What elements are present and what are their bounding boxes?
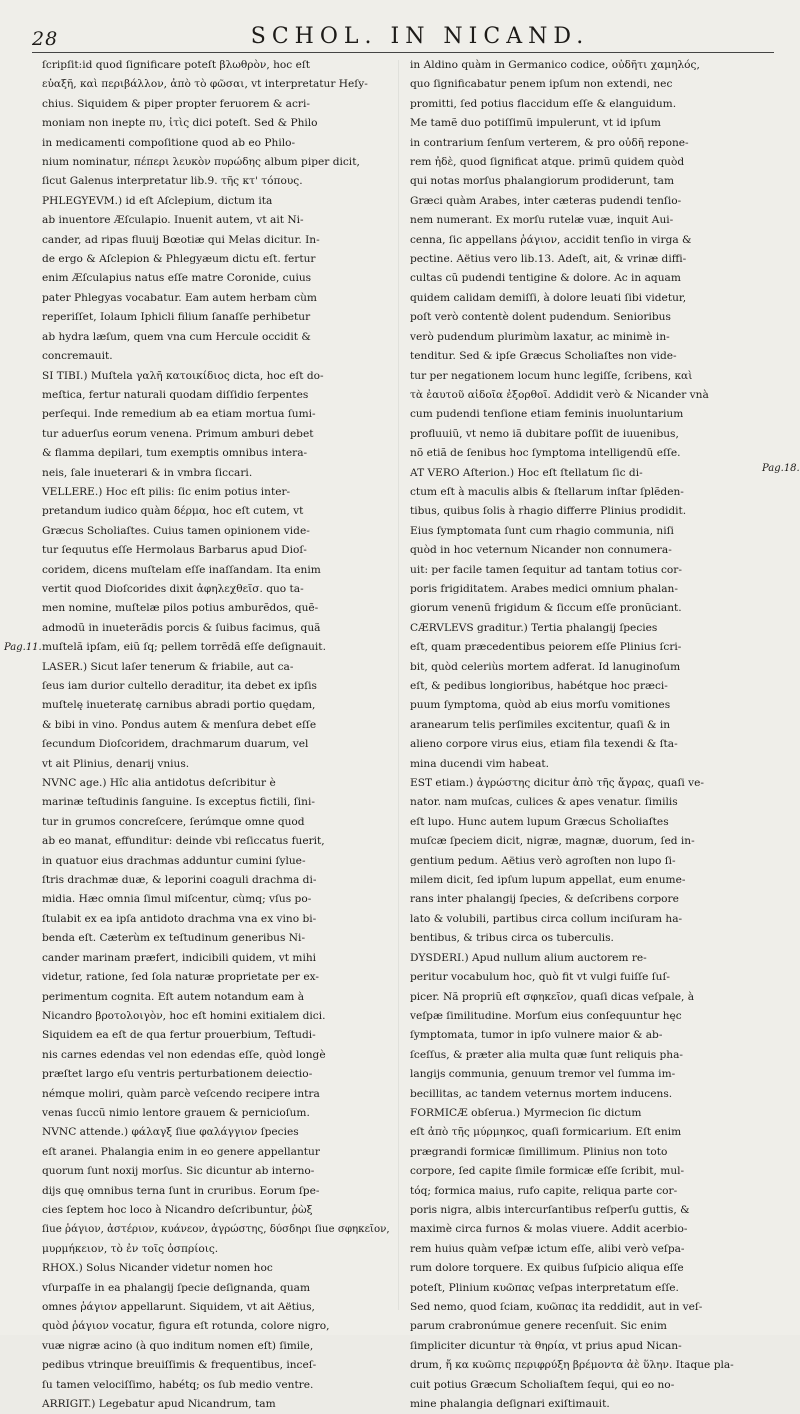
text-line: nõ etiã de ſenibus hoc ſymptoma intelligendũ eſſe. [410,447,681,460]
left-column [42,56,390,1411]
text-line: Me tamẽ duo potiſſimũ impulerunt, vt id ipſum [410,117,661,130]
text-line: chius. Siquidem & piper propter feruorem & acri- [42,97,310,110]
text-line: verò pudendum plurimùm laxatur, ac minimè in- [410,330,670,343]
text-line: gentium pedum. Aëtius verò agroſten non lupo ſi- [410,854,676,867]
margin-note-right: Pag.18. [762,463,800,474]
text-line: perimentum cognita. Eſt autem notandum eam à [42,990,305,1003]
text-line: vſurpaſſe in ea phalangij ſpecie deſignanda, quam [42,1281,310,1294]
text-line: μυρμήκειον, τὸ ἐν τοῖς ὀσπρίοις. [42,1242,219,1255]
text-line: & flamma depilari, tum exemptis omnibus intera- [42,447,308,460]
text-line: bit, quòd celeriùs mortem adferat. Id lanuginoſum [410,660,681,673]
text-line: ſymptomata, tumor in ipſo vulnere maior & ab- [410,1029,663,1042]
text-line: cuit potius Græcum Scholiaſtem ſequi, qui eo no- [410,1378,675,1391]
text-line: ARRIGIT.) Legebatur apud Nicandrum, tam [42,1398,276,1411]
text-line: quòd in hoc veternum Nicander non connumera- [410,544,672,557]
text-line: picer. Nã propriũ eſt σφηκεῖον, quaſi dicas veſpale, à [410,990,695,1003]
text-line: ſecundum Dioſcoridem, drachmarum duarum, vel [42,738,309,751]
text-line: profluuiũ, vt nemo iã dubitare poſſit de iuuenibus, [410,427,679,440]
text-line: eſt, quam præcedentibus peiorem eſſe Plinius ſcri- [410,641,682,654]
text-line: in contrarium ſenſum verterem, & pro οὐδῆ repone- [410,136,689,149]
text-line: cultas cũ pudendi tentigine & dolore. Ac in aquam [410,272,681,285]
text-line: rum dolore torquere. Ex quibus ſuſpicio aliqua eſſe [410,1262,684,1275]
text-line: dijs quę omnibus terna ſunt in cruribus. Eorum ſpe- [42,1184,320,1197]
text-line: ctum eſt à maculis albis & ſtellarum inſtar ſplẽden- [410,485,684,498]
text-line: & bibi in vino. Pondus autem & menſura debet eſſe [42,718,317,731]
text-line: cies ſeptem hoc loco à Nicandro deſcribuntur, ῥὼξ [42,1203,313,1216]
text-line: perſequi. Inde remedium ab ea etiam mortua ſumi- [42,408,316,421]
text-line: drum, ἤ κα κυῶπις περιφρύξη βρέμοντα ἀὲ ὕλην. Itaque pla- [410,1359,734,1372]
text-line: qui notas morſus phalangiorum prodiderunt, tam [410,175,675,188]
text-line: aranearum telis perſimiles excitentur, quaſi & in [410,718,671,731]
text-line: RHOX.) Solus Nicander videtur nomen hoc [42,1262,273,1275]
text-line: poſt verò contentè dolent pudendum. Senioribus [410,311,671,324]
text-line: nem numerant. Ex morſu rutelæ vuæ, inquit Aui- [410,214,674,227]
text-line: admodũ in inueterãdis porcis & ſuibus facimus, quã [42,621,321,634]
right-column [410,56,758,1411]
text-line: Siquidem ea eſt de qua fertur prouerbium, Teſtudi- [42,1029,316,1042]
running-head: SCHOL. IN NICAND. [250,24,590,49]
text-line: VELLERE.) Hoc eſt pilis: ſic enim potius inter- [42,485,291,498]
text-line: nis carnes edendas vel non edendas eſſe, quòd longè [42,1048,326,1061]
text-line: videtur, ratione, ſed ſola naturæ proprietate per ex- [42,971,319,984]
text-line: in medicamenti compoſitione quod ab eo Philo- [42,136,296,149]
text-line: némque moliri, quàm parcè veſcendo recipere intra [42,1087,320,1100]
text-line: ſtulabit ex ea ipſa antidoto drachma vna ex vino bi- [42,912,317,925]
text-line: pectine. Aëtius vero lib.13. Adeſt, ait, & vrinæ diffi- [410,253,687,266]
text-line: ſimpliciter dicuntur τὰ θηρία, vt prius apud Nican- [410,1339,682,1352]
text-line: prægrandi formicæ ſimillimum. Plinius non toto [410,1145,668,1158]
text-line: quorum ſunt noxij morſus. Sic dicuntur ab interno- [42,1165,315,1178]
text-line: tur ſequutus eſſe Hermolaus Barbarus apud Dioſ- [42,544,307,557]
text-line: eſt lupo. Hunc autem lupum Græcus Scholiaſtes [410,815,669,828]
text-line: nator. nam muſcas, culices & apes venatur. ſimilis [410,796,678,809]
text-line: Græci quàm Arabes, inter cæteras pudendi tenſio- [410,194,682,207]
text-line: tenditur. Sed & ipſe Græcus Scholiaſtes non vide- [410,350,677,363]
text-line: peritur vocabulum hoc, quò fit vt vulgi fuiſſe ſuſ- [410,971,670,984]
text-line: uit: per facile tamen ſequitur ad tantam totius cor- [410,563,682,576]
text-line: SI TIBI.) Muſtela γαλῆ κατοικίδιος dicta, hoc eſt do- [42,369,324,382]
text-line: ſiue ῥάγιον, ἀστέριον, κυάνεον, ἀγρώστης, δύσδηρι ſiue σφηκεῖον, [42,1223,390,1236]
text-line: midia. Hæc omnia ſimul miſcentur, cùmq; vſus po- [42,893,312,906]
text-line: DYSDERI.) Apud nullum alium auctorem re- [410,951,647,964]
text-line: FORMICÆ obſerua.) Myrmecion ſic dictum [410,1106,642,1119]
page-number: 28 [32,28,59,50]
text-line: moniam non inepte πυ, ἰτὶς dici poteſt. Sed & Philo [42,117,318,130]
text-line: cander, ad ripas fluuij Bœotiæ qui Melas dicitur. In- [42,233,320,246]
text-line: mine phalangia deſignari exiſtimauit. [410,1398,610,1411]
text-line: quidem calidam demiſſi, à dolore leuati ſibi videtur, [410,291,687,304]
text-line: in Aldino quàm in Germanico codice, οὐδῆτι χαμηλός, [410,59,700,71]
text-line: Nicandro βροτολοιγὸν, hoc eſt homini exitialem dici. [42,1009,326,1022]
text-line: eſt aranei. Phalangia enim in eo genere appellantur [42,1145,320,1158]
text-line: giorum venenũ frigidum & ſiccum eſſe pronũciant. [410,602,682,615]
margin-note-left: Pag.11. [4,642,42,653]
text-line: poris frigiditatem. Arabes medici omnium phalan- [410,582,678,595]
text-line: NVNC age.) Hîc alia antidotus deſcribitur è [42,777,276,790]
text-line: ab inuentore Æſculapio. Inuenit autem, vt ait Ni- [42,214,304,227]
text-line: cander marinam præfert, indicibili quidem, vt mihi [42,951,317,964]
text-line: tóq; formica maius, rufo capite, reliqua parte cor- [410,1184,678,1197]
text-line: promitti, ſed potius flaccidum eſſe & elanguidum. [410,97,677,110]
text-line: Eius ſymptomata ſunt cum rhagio communia, niſi [410,524,674,537]
text-line: vertit quod Dioſcorides dixit ἀφηλεχθεῖσ. quo ta- [42,582,304,595]
text-line: maximè circa furnos & molas viuere. Addit acerbio- [410,1223,688,1236]
text-line: marinæ teſtudinis ſanguine. Is exceptus fictili, ſini- [42,796,315,809]
text-line: quo ſignificabatur penem ipſum non extendi, nec [410,78,673,91]
text-line: alieno corpore virus eius, etiam fila texendi & ſta- [410,738,678,751]
text-line: EST etiam.) ἀγρώστης dicitur ἀπὸ τῆς ἄγρας, quaſi ve- [410,777,704,790]
text-line: ab hydra læſum, quem vna cum Hercule occidit & [42,330,311,343]
text-line: eſt ἀπὸ τῆς μύρμηκος, quaſi formicarium. Eſt enim [410,1126,682,1139]
text-line: in quatuor eius drachmas adduntur cumini ſylue- [42,854,306,867]
text-line: vuæ nigræ acino (à quo inditum nomen eſt) ſimile, [42,1339,314,1352]
text-line: muſtelã ipſam, eiũ ſq; pellem torrẽdã eſſe deſignauit. [42,641,326,654]
text-line: veſpæ ſimilitudine. Morſum eius conſequuntur hęc [410,1009,682,1022]
text-line: meſtica, fertur naturali quodam diſſidio ſerpentes [42,388,309,401]
text-line: corpore, ſed capite ſimile formicæ eſſe ſcribit, mul- [410,1165,685,1178]
text-line: cenna, ſic appellans ῥάγιον, accidit tenſio in virga & [410,233,692,246]
text-line: enim Æſculapius natus eſſe matre Coronide, cuius [42,272,312,285]
text-line: quòd ῥάγιον vocatur, figura eſt rotunda, colore nigro, [42,1320,330,1333]
text-line: becillitas, ac tandem veternus mortem inducens. [410,1087,673,1100]
text-line: ſtris drachmæ duæ, & leporini coaguli drachma di- [42,874,317,887]
text-line: præſtet largo eſu ventris perturbationem deiectio- [42,1068,313,1081]
text-line: poteſt, Plinium κυῶπας veſpas interpretatum eſſe. [410,1281,679,1294]
text-line: pater Phlegyas vocabatur. Eam autem herbam cùm [42,291,317,304]
text-line: εὐαξῆ, καὶ περιβάλλον, ἀπὸ τὸ φῶσαι, vt interpretatur Heſy- [42,78,368,91]
text-line: lato & volubili, partibus circa collum inciſuram ha- [410,912,683,925]
text-line: ſicut Galenus interpretatur lib.9. τῆς κτ' τόπους. [42,175,303,188]
text-line: neis, ſale inueterari & in vmbra ſiccari. [42,466,253,479]
text-line: ſeus iam durior cultello deraditur, ita debet ex ipſis [42,680,317,692]
text-line: rem ἠδὲ, quod ſignificat atque. primũ quidem quòd [410,156,685,169]
text-line: LASER.) Sicut laſer tenerum & friabile, aut ca- [42,660,294,673]
text-line: tur per negationem locum hunc legiſſe, ſcribens, καὶ [410,369,693,382]
text-line: poris nigra, albis intercurſantibus reſperſu guttis, & [410,1203,690,1216]
text-line: cum pudendi tenſione etiam feminis inuoluntarium [410,408,684,421]
text-line: rem huius quàm veſpæ ictum eſſe, alibi verò veſpa- [410,1242,685,1255]
text-line: NVNC attende.) φάλαγξ ſiue φαλάγγιον ſpecies [42,1126,299,1139]
text-line: eſt, & pedibus longioribus, habétque hoc præci- [410,680,668,692]
text-line: pedibus vtrinque breuiſſimis & frequentibus, inceſ- [42,1359,317,1372]
text-line: puum ſymptoma, quòd ab eius morſu vomitiones [410,699,671,712]
text-line: milem dicit, ſed ipſum lupum appellat, eum enume- [410,874,686,887]
text-line: reperiſſet, Iolaum Iphicli filium ſanaſſe perhibetur [42,311,311,324]
text-line: CÆRVLEVS graditur.) Tertia phalangij ſpecies [410,621,658,634]
text-line: AT VERO Aſterion.) Hoc eſt ſtellatum ſic di- [410,466,643,479]
text-line: vt ait Plinius, denarij vnius. [42,757,190,770]
text-line: de ergo & Aſclepion & Phlegyæum dictu eſt. fertur [42,253,316,266]
text-line: tur aduerſus eorum venena. Primum amburi debet [42,427,314,440]
column-gutter [398,60,399,1310]
text-line: pretandum iudico quàm δέρμα, hoc eſt cutem, vt [42,505,304,518]
text-line: muſtelę inueteratę carnibus abradi portio quędam, [42,699,316,712]
text-line: ſceſſus, & præter alia multa quæ ſunt reliquis pha- [410,1048,684,1061]
text-line: ſu tamen velociſſimo, habétq; os ſub medio ventre. [42,1378,314,1391]
text-line: concremauit. [42,350,113,363]
text-line: omnes ῥάγιον appellarunt. Siquidem, vt ait Aëtius, [42,1301,315,1313]
text-line: Græcus Scholiaſtes. Cuius tamen opinionem vide- [42,524,310,537]
text-line: bentibus, & tribus circa os tuberculis. [410,932,614,945]
text-line: ſcripſit:id quod ſignificare poteſt βλωθρὸν, hoc eſt [42,59,311,71]
text-line: Sed nemo, quod ſciam, κυῶπας ita reddidit, aut in veſ- [410,1301,703,1313]
header-rule [32,52,774,53]
text-line: nium nominatur, πέπερι λευκὸν πυρώδης album piper dicit, [42,156,360,169]
text-line: langijs communia, genuum tremor vel ſumma im- [410,1068,676,1081]
text-line: PHLEGYEVM.) id eſt Aſclepium, dictum ita [42,194,273,207]
text-line: ab eo manat, effunditur: deinde vbi reſiccatus fuerit, [42,835,325,848]
text-line: rans inter phalangij ſpecies, & deſcribens corpore [410,893,679,906]
text-line: muſcæ ſpeciem dicit, nigræ, magnæ, duorum, ſed in- [410,835,695,848]
text-line: benda eſt. Cæterùm ex teſtudinum generibus Ni- [42,932,306,945]
text-line: parum crabronúmue genere recenſuit. Sic enim [410,1320,667,1333]
text-line: men nomine, muſtelæ pilos potius amburẽdos, quẽ- [42,602,319,615]
text-line: tibus, quibus ſolis à rhagio differre Plinius prodidit. [410,505,687,518]
text-line: venas ſuccũ nimio lentore grauem & pernicioſum. [42,1106,310,1119]
text-line: mina ducendi vim habeat. [410,757,550,770]
text-line: τὰ ἐαυτοῦ αἰδοῖα ἐξορθοῖ. Addidit verò & Nicander vnà [410,388,709,401]
text-line: tur in grumos concreſcere, ſerúmque omne quod [42,815,305,828]
text-line: coridem, dicens muſtelam eſſe inaſſandam. Ita enim [42,563,321,576]
